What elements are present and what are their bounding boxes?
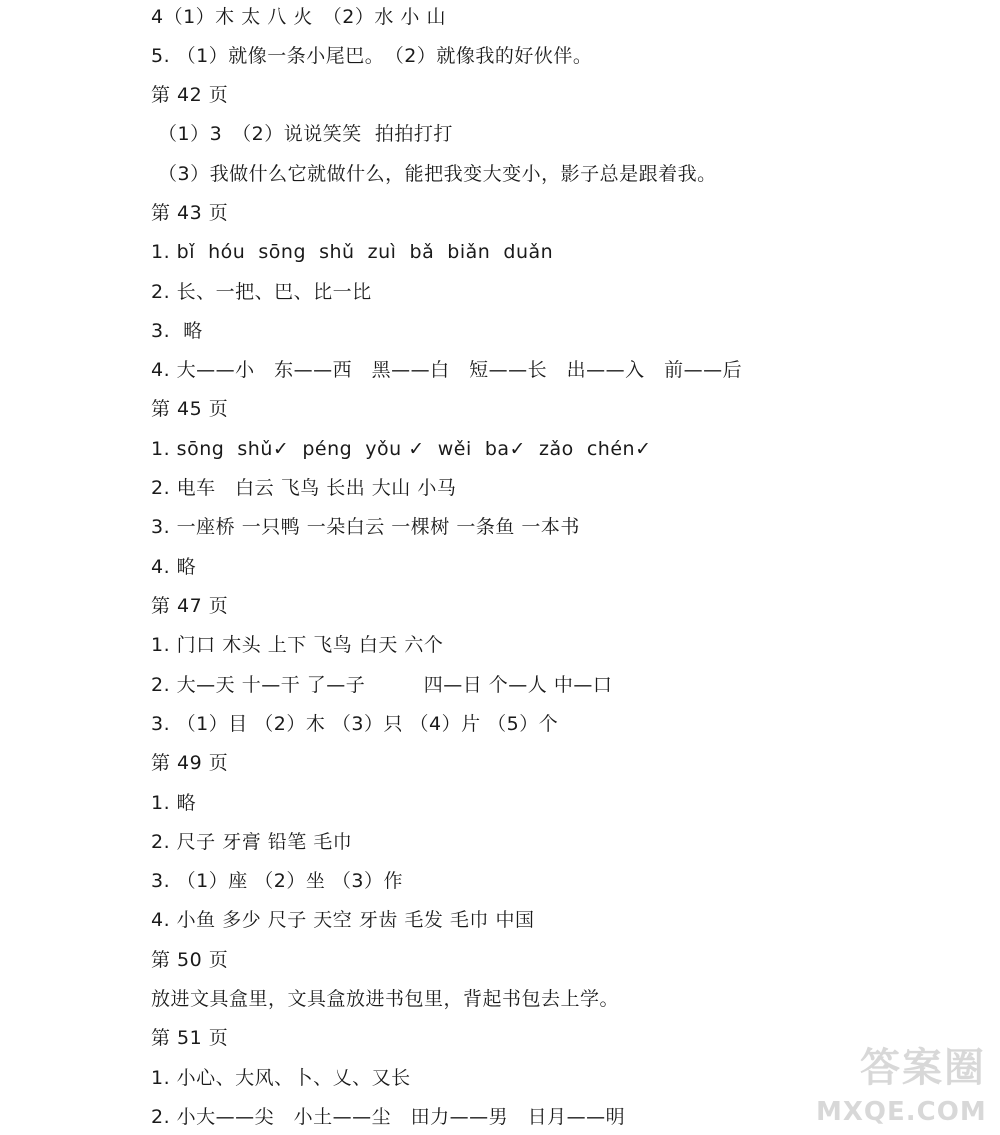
answer-line: 2. 小大——尖 小土——尘 田力——男 日月——明: [151, 1106, 626, 1128]
watermark-logo: 答案圈: [860, 1045, 986, 1091]
answer-line: 4. 略: [151, 556, 197, 578]
answer-line: 1. bǐ hóu sōng shǔ zuì bǎ biǎn duǎn: [151, 241, 554, 263]
answer-line: 2. 大—天 十—干 了—子 四—日 个—人 中—口: [151, 674, 613, 696]
answer-line: 放进文具盒里，文具盒放进书包里，背起书包去上学。: [151, 988, 620, 1010]
answer-line: 3. （1）座 （2）坐 （3）作: [151, 870, 404, 892]
answer-line: 4. 小鱼 多少 尺子 天空 牙齿 毛发 毛巾 中国: [151, 909, 535, 931]
answer-line: 5. （1）就像一条小尾巴。 （2）就像我的好伙伴。: [151, 45, 593, 67]
answer-line: 4. 大——小 东——西 黑——白 短——长 出——入 前——后: [151, 359, 743, 381]
answer-line: 1. 门口 木头 上下 飞鸟 白天 六个: [151, 634, 444, 656]
page-heading: 第 51 页: [151, 1027, 229, 1049]
watermark-site: MXQE.COM: [816, 1097, 987, 1127]
answer-line: 4（1）木 太 八 火 （2）水 小 山: [151, 6, 446, 28]
answer-line: 2. 电车 白云 飞鸟 长出 大山 小马: [151, 477, 457, 499]
answer-line: 2. 长、一把、巴、比一比: [151, 281, 372, 303]
page-heading: 第 50 页: [151, 949, 229, 971]
answer-line: 2. 尺子 牙膏 铅笔 毛巾: [151, 831, 353, 853]
answer-line: （3）我做什么它就做什么，能把我变大变小，影子总是跟着我。: [158, 163, 717, 185]
watermark: [816, 1044, 986, 1129]
page-heading: 第 42 页: [151, 84, 229, 106]
answer-line: 3. 略: [151, 320, 203, 342]
answer-line: 3. 一座桥 一只鸭 一朵白云 一棵树 一条鱼 一本书: [151, 516, 580, 538]
page-heading: 第 43 页: [151, 202, 229, 224]
answer-line: 1. sōng shǔ✓ péng yǒu ✓ wěi ba✓ zǎo chén✓: [151, 438, 652, 460]
answer-line: 1. 小心、大风、卜、乂、又长: [151, 1067, 411, 1089]
answer-line: （1）3 （2）说说笑笑 拍拍打打: [158, 123, 453, 145]
answer-line: 3. （1）目 （2）木 （3）只 （4）片 （5）个: [151, 713, 559, 735]
page-heading: 第 49 页: [151, 752, 229, 774]
page-heading: 第 47 页: [151, 595, 229, 617]
page-heading: 第 45 页: [151, 398, 229, 420]
answer-line: 1. 略: [151, 792, 197, 814]
